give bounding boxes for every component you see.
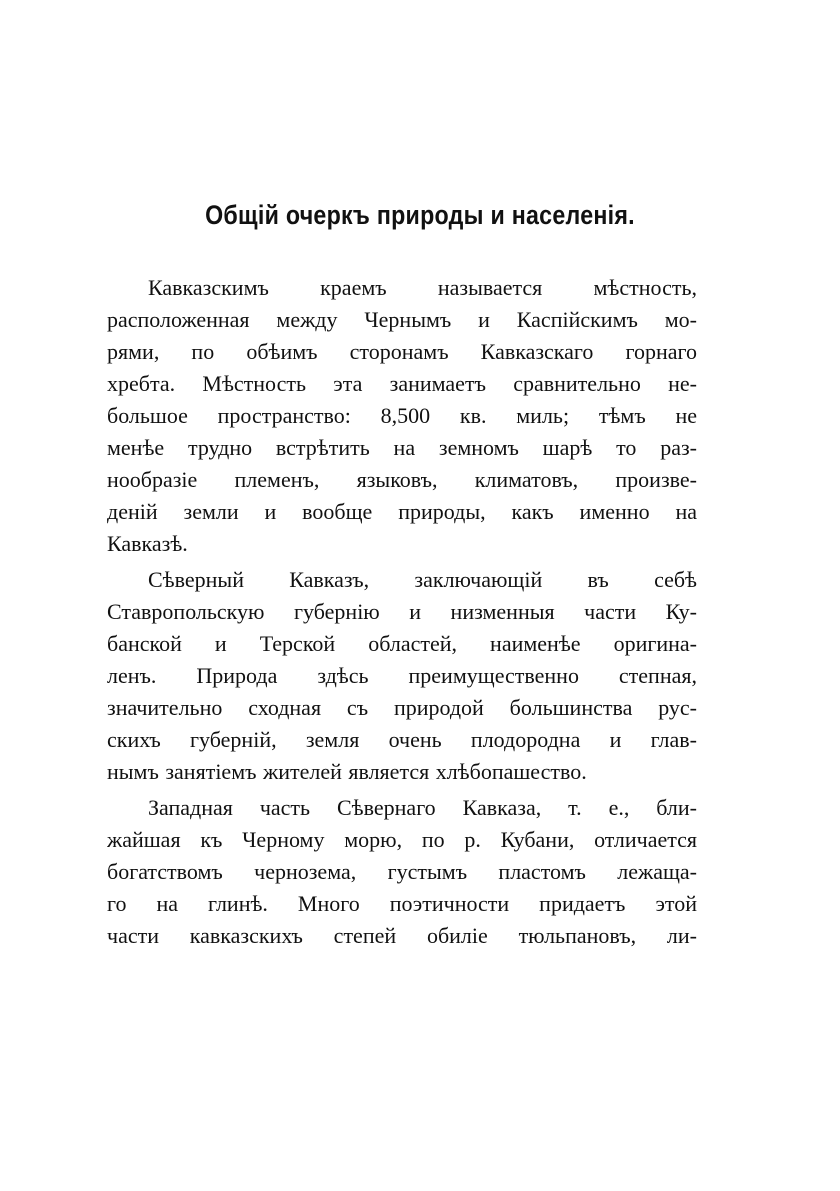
text-line: значительно сходная съ природой большинства рус- bbox=[107, 695, 697, 720]
text-line: Кавказскимъ краемъ называется мѣстность, bbox=[148, 275, 697, 300]
text-line: части кавказскихъ степей обиліе тюльпановъ, ли- bbox=[107, 923, 697, 948]
text-line: богатствомъ чернозема, густымъ пластомъ лежаща- bbox=[107, 859, 697, 884]
text-line: большое пространство: 8,500 кв. миль; тѣмъ не bbox=[107, 403, 697, 428]
text-line: Западная часть Сѣвернаго Кавказа, т. е., бли- bbox=[148, 795, 697, 820]
text-line: скихъ губерній, земля очень плодородна и глав- bbox=[107, 727, 697, 752]
text-line: Кавказѣ. bbox=[107, 531, 188, 556]
text-line: нообразіе племенъ, языковъ, климатовъ, произве- bbox=[107, 467, 697, 492]
text-line: банской и Терской областей, наименѣе оригина- bbox=[107, 631, 697, 656]
page-title: Общій очеркъ природы и населенія. bbox=[205, 200, 635, 230]
text-line: ленъ. Природа здѣсь преимущественно степная, bbox=[107, 663, 697, 688]
text-line: Сѣверный Кавказъ, заключающій въ себѣ bbox=[148, 567, 697, 592]
text-line: го на глинѣ. Много поэтичности придаетъ этой bbox=[107, 891, 697, 916]
text-line: хребта. Мѣстность эта занимаетъ сравнительно не- bbox=[107, 371, 697, 396]
text-line: нымъ занятіемъ жителей является хлѣбопашество. bbox=[107, 759, 587, 784]
text-line: рями, по обѣимъ сторонамъ Кавказскаго горнаго bbox=[107, 339, 697, 364]
text-line: Ставропольскую губернію и низменныя части Ку- bbox=[107, 599, 697, 624]
text-line: расположенная между Чернымъ и Каспійскимъ мо- bbox=[107, 307, 697, 332]
text-line: жайшая къ Черному морю, по р. Кубани, отличается bbox=[107, 827, 697, 852]
text-line: менѣе трудно встрѣтить на земномъ шарѣ то раз- bbox=[107, 435, 697, 460]
text-line: деній земли и вообще природы, какъ именно на bbox=[107, 499, 697, 524]
